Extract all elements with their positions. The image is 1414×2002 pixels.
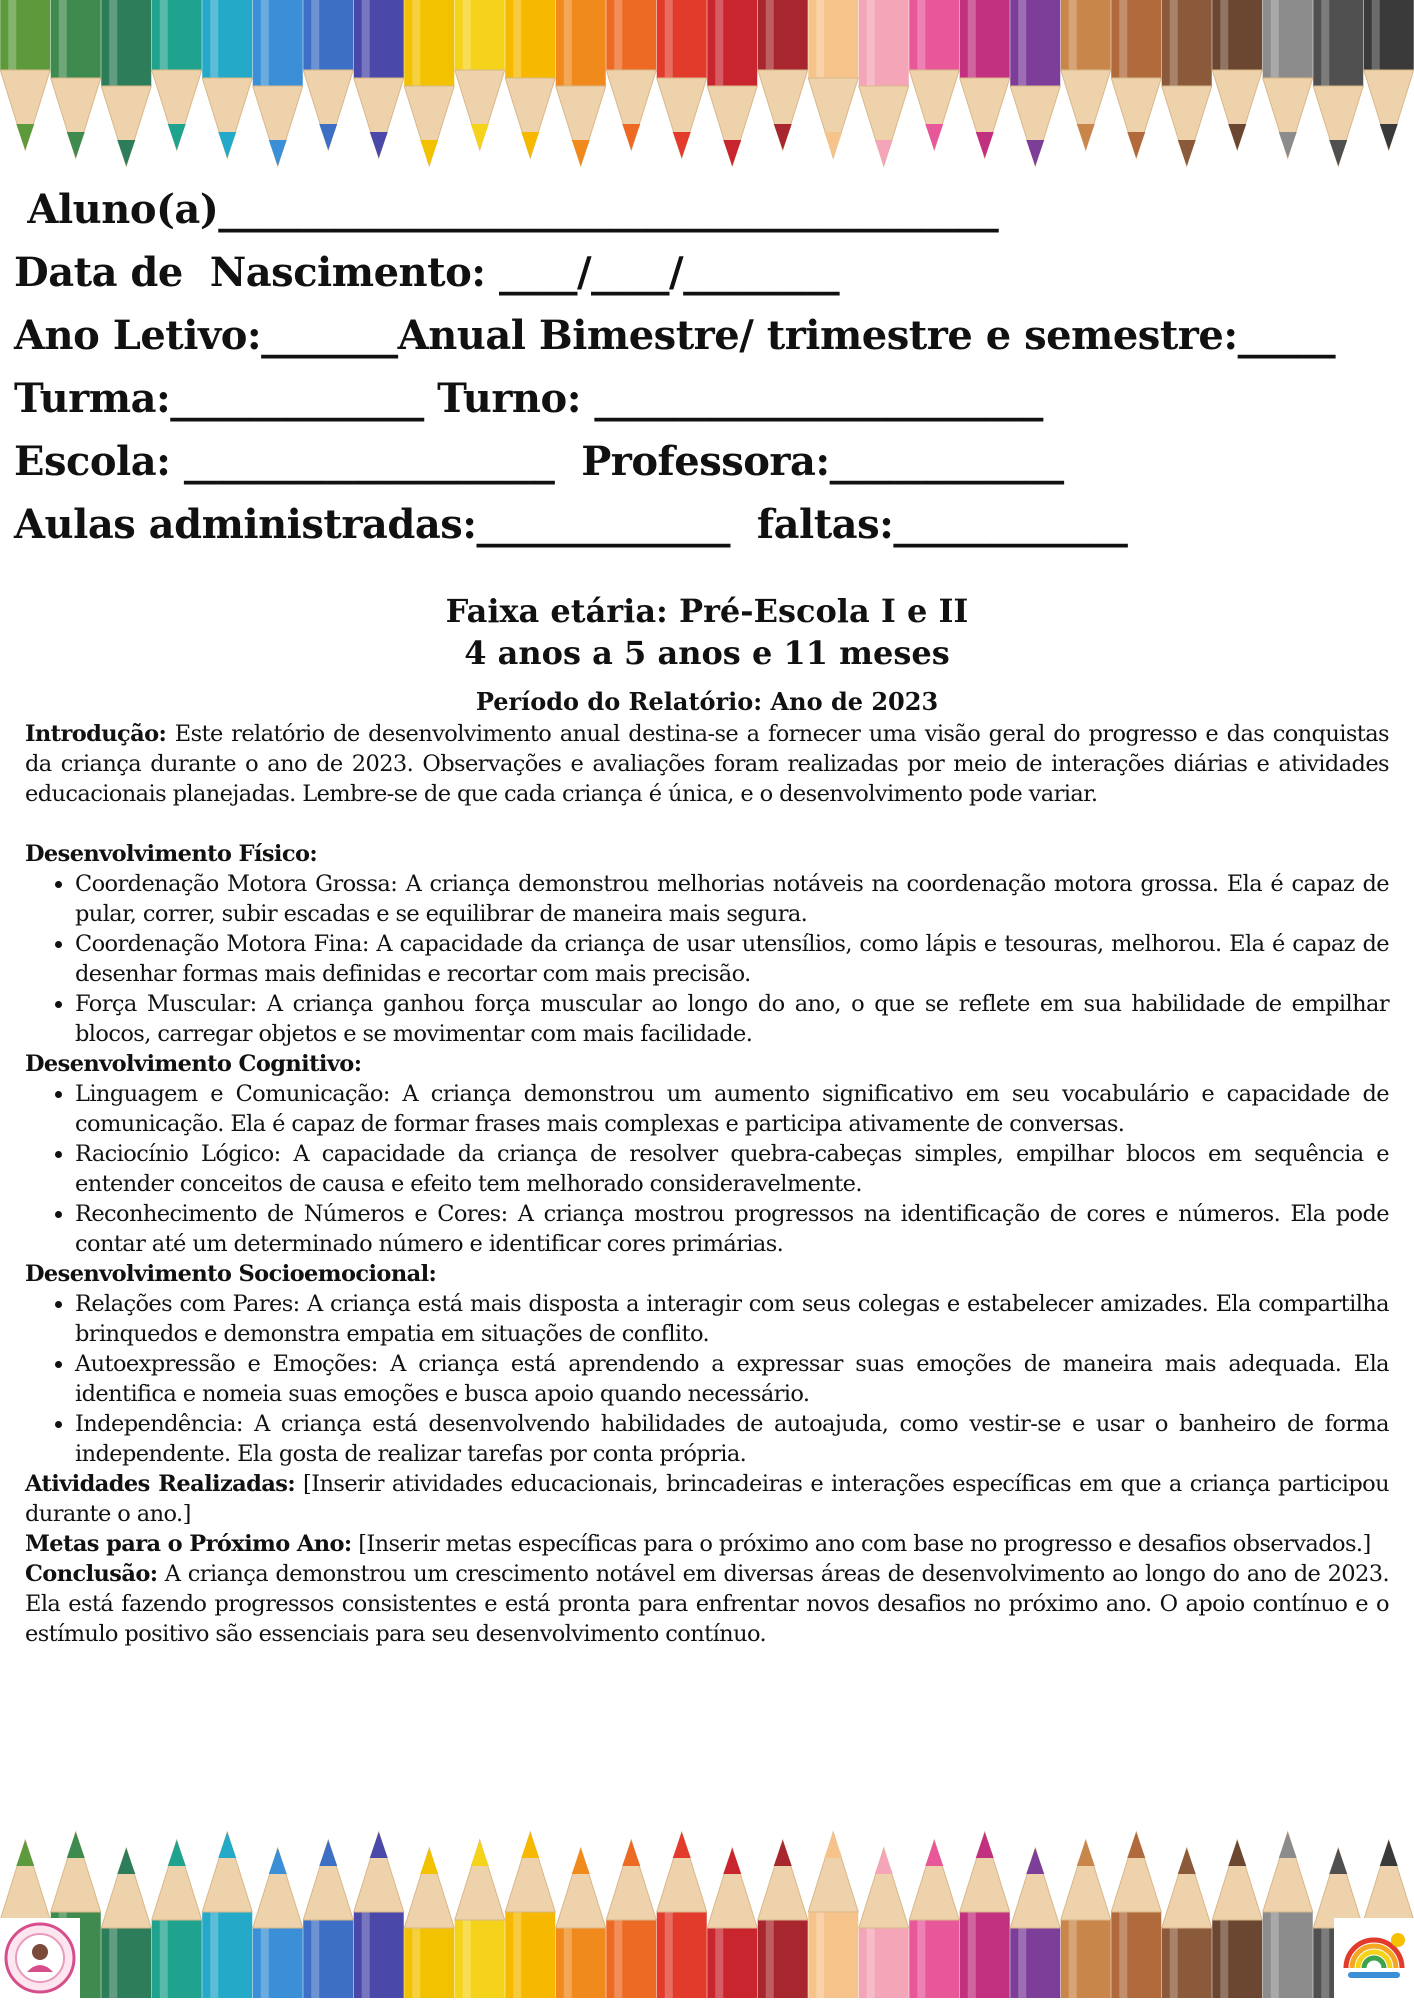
age-range-title: Faixa etária: Pré-Escola I e II	[445, 592, 969, 630]
list-item: • Força Muscular: A criança ganhou força muscular ao longo do ano, o que se reflete em sua habilidade de empilhar blocos, carregar objetos e se movimentar com mais facilidade.	[75, 989, 1389, 1049]
pencil-shape	[1111, 0, 1161, 158]
pencils-top-illustration	[0, 0, 1414, 190]
pencil-shape	[808, 1832, 858, 1998]
pencil-shape	[101, 0, 151, 166]
pencil-shape	[909, 1840, 959, 1998]
teacher-badge-icon	[0, 1918, 80, 1998]
section-title-physical: Desenvolvimento Físico:	[25, 841, 318, 867]
report-body	[25, 719, 1389, 1649]
intro-paragraph	[25, 719, 1389, 809]
report-period: Período do Relatório: Ano de 2023	[475, 687, 939, 716]
pencil-shape	[505, 0, 555, 158]
pencil-shape	[960, 0, 1010, 158]
pencil-shape	[606, 0, 656, 150]
activities-label: Atividades Realizadas:	[25, 1471, 296, 1497]
pencil-shape	[758, 0, 808, 150]
pencils-bottom-illustration	[0, 1808, 1414, 1998]
pencil-shape	[303, 1840, 353, 1998]
list-item: • Coordenação Motora Fina: A capacidade da criança de usar utensílios, como lápis e tesouras, melhorou. Ela é capaz de desenhar formas mais definidas e recortar com mais precisão.	[75, 929, 1389, 989]
pencil-shape	[1212, 0, 1262, 150]
conclusion-text: A criança demonstrou um crescimento notável em diversas áreas de desenvolvimento ao longo do ano de 2023. Ela está fazendo progressos consistentes e está pronta para enfrentar novos desafios no próximo ano. O apoio contínuo e o estímulo positivo são essenciais para seu desenvolvimento contínuo.	[25, 1561, 1389, 1647]
birth-date-field[interactable]: Data de Nascimento: ____/____/________	[14, 249, 840, 296]
pencil-shape	[404, 1848, 454, 1998]
pencil-shape	[1111, 1832, 1161, 1998]
list-item: • Coordenação Motora Grossa: A criança demonstrou melhorias notáveis na coordenação motora grossa. Ela é capaz de pular, correr, subir escadas e se equilibrar de maneira mais segura.	[75, 869, 1389, 929]
pencil-shape	[1263, 1832, 1313, 1998]
pencil-shape	[808, 0, 858, 158]
section-title-socioemotional: Desenvolvimento Socioemocional:	[25, 1261, 437, 1287]
pencil-shape	[152, 1840, 202, 1998]
class-shift-field[interactable]: Turma:_____________ Turno: _______________________	[14, 375, 1043, 422]
school-year-field[interactable]: Ano Letivo:_______Anual Bimestre/ trimestre e semestre:_____	[14, 312, 1336, 359]
pencil-shape	[859, 0, 909, 166]
pencil-shape	[1263, 0, 1313, 158]
intro-label: Introdução:	[25, 721, 167, 747]
pencil-shape	[455, 0, 505, 150]
pencil-shape	[253, 1848, 303, 1998]
list-item: • Autoexpressão e Emoções: A criança está aprendendo a expressar suas emoções de maneira mais adequada. Ela identifica e nomeia suas emoções e busca apoio quando necessário.	[75, 1349, 1389, 1409]
pencil-shape	[51, 0, 101, 158]
pencil-shape	[1061, 0, 1111, 150]
rainbow-logo-icon	[1334, 1918, 1414, 1998]
pencil-border-top	[0, 0, 1414, 190]
list-item: • Independência: A criança está desenvolvendo habilidades de autoajuda, como vestir-se e usar o banheiro de forma independente. Ela gosta de realizar tarefas por conta própria.	[75, 1409, 1389, 1469]
list-physical	[25, 869, 1389, 1049]
pencil-shape	[909, 0, 959, 150]
pencil-shape	[505, 1832, 555, 1998]
pencil-shape	[455, 1840, 505, 1998]
pencil-shape	[1313, 0, 1363, 166]
activities-paragraph	[25, 1469, 1389, 1529]
pencil-shape	[1010, 1848, 1060, 1998]
conclusion-paragraph	[25, 1559, 1389, 1649]
goals-text: [Inserir metas específicas para o próximo ano com base no progresso e desafios observados.]	[351, 1531, 1371, 1557]
goals-label: Metas para o Próximo Ano:	[25, 1531, 352, 1557]
activities-text: [Inserir atividades educacionais, brincadeiras e interações específicas em que a criança participou durante o ano.]	[25, 1471, 1389, 1527]
pencil-shape	[556, 0, 606, 166]
list-cognitive	[25, 1079, 1389, 1259]
pencil-shape	[202, 1832, 252, 1998]
pencil-shape	[657, 0, 707, 158]
report-heading	[0, 590, 1414, 718]
spacer	[25, 809, 1389, 839]
pencil-shape	[606, 1840, 656, 1998]
list-item: • Linguagem e Comunicação: A criança demonstrou um aumento significativo em seu vocabulário e capacidade de comunicação. Ela é capaz de formar frases mais complexas e participa ativamente de conversas.	[75, 1079, 1389, 1139]
list-item: • Relações com Pares: A criança está mais disposta a interagir com seus colegas e estabelecer amizades. Ela compartilha brinquedos e demonstra empatia em situações de conflito.	[75, 1289, 1389, 1349]
classes-absences-field[interactable]: Aulas administradas:_____________ faltas:____________	[14, 501, 1128, 548]
pencil-shape	[556, 1848, 606, 1998]
pencil-shape	[960, 1832, 1010, 1998]
pencil-shape	[1162, 1848, 1212, 1998]
school-teacher-field[interactable]: Escola: ___________________ Professora:____________	[14, 438, 1064, 485]
conclusion-label: Conclusão:	[25, 1561, 158, 1587]
pencil-shape	[707, 1848, 757, 1998]
student-info-form	[14, 178, 1404, 556]
pencil-shape	[202, 0, 252, 158]
goals-paragraph	[25, 1529, 1389, 1559]
pencil-shape	[404, 0, 454, 166]
age-range-subtitle: 4 anos a 5 anos e 11 meses	[464, 634, 950, 672]
pencil-shape	[1162, 0, 1212, 166]
pencil-shape	[152, 0, 202, 150]
intro-text: Este relatório de desenvolvimento anual destina-se a fornecer uma visão geral do progresso e das conquistas da criança durante o ano de 2023. Observações e avaliações foram realizadas por meio de interações diárias e atividades educacionais planejadas. Lembre-se de que cada criança é única, e o desenvolvimento pode variar.	[25, 721, 1389, 807]
list-item: • Reconhecimento de Números e Cores: A criança mostrou progressos na identificação de cores e números. Ela pode contar até um determinado número e identificar cores primárias.	[75, 1199, 1389, 1259]
pencil-shape	[859, 1848, 909, 1998]
pencil-shape	[354, 0, 404, 158]
pencil-shape	[1010, 0, 1060, 166]
section-title-cognitive: Desenvolvimento Cognitivo:	[25, 1051, 362, 1077]
list-item: • Raciocínio Lógico: A capacidade da criança de resolver quebra-cabeças simples, empilhar blocos em sequência e entender conceitos de causa e efeito tem melhorado consideravelmente.	[75, 1139, 1389, 1199]
pencil-shape	[253, 0, 303, 166]
pencil-shape	[657, 1832, 707, 1998]
pencil-shape	[1364, 0, 1414, 150]
pencil-shape	[1061, 1840, 1111, 1998]
pencil-shape	[354, 1832, 404, 1998]
pencil-border-bottom	[0, 1808, 1414, 1998]
pencil-shape	[758, 1840, 808, 1998]
pencil-shape	[0, 0, 50, 150]
student-name-field[interactable]: Aluno(a)________________________________________	[14, 186, 999, 233]
pencil-shape	[707, 0, 757, 166]
list-socioemotional	[25, 1289, 1389, 1469]
pencil-shape	[303, 0, 353, 150]
pencil-shape	[101, 1848, 151, 1998]
pencil-shape	[1212, 1840, 1262, 1998]
